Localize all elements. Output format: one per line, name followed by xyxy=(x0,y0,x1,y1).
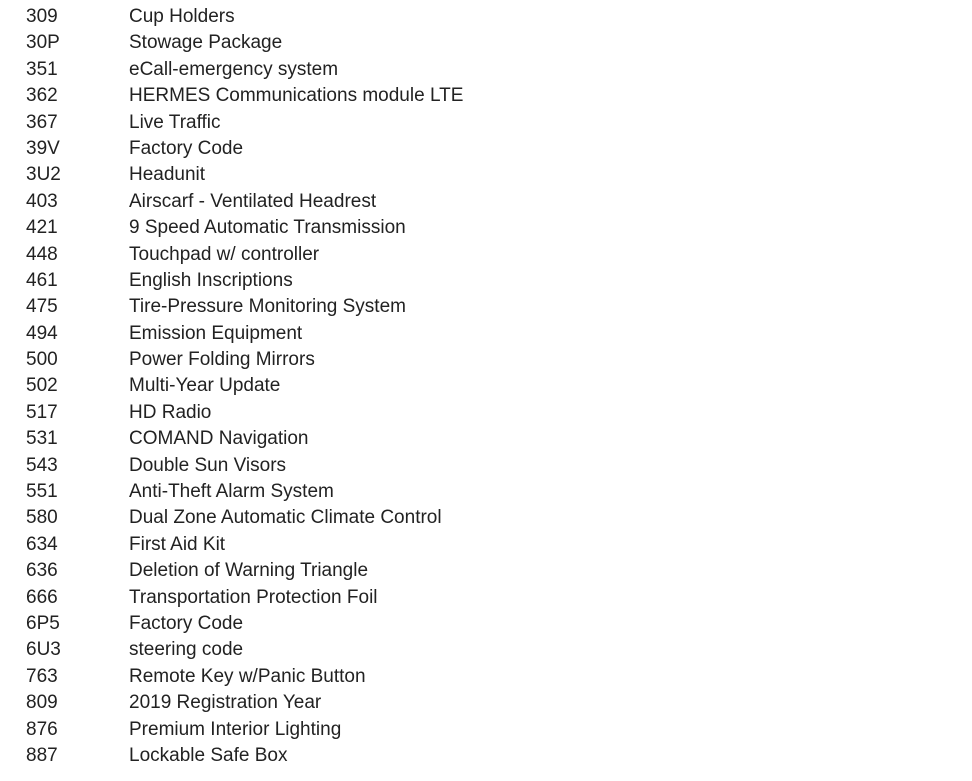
option-code: 39V xyxy=(26,137,60,159)
option-row xyxy=(0,110,972,136)
option-description: Transportation Protection Foil xyxy=(129,586,378,608)
option-code: 500 xyxy=(26,349,58,371)
option-row xyxy=(0,4,972,30)
option-row xyxy=(0,242,972,268)
option-code: 502 xyxy=(26,375,58,397)
option-description: Stowage Package xyxy=(129,32,283,54)
option-code: 763 xyxy=(26,665,58,687)
option-row xyxy=(0,215,972,241)
option-row xyxy=(0,611,972,637)
option-description: Emission Equipment xyxy=(129,322,303,344)
option-description: Multi-Year Update xyxy=(129,375,281,397)
option-row xyxy=(0,83,972,109)
option-description: Premium Interior Lighting xyxy=(129,718,342,740)
option-code: 6U3 xyxy=(26,639,61,661)
option-row xyxy=(0,664,972,690)
option-code: 809 xyxy=(26,692,58,714)
option-row xyxy=(0,294,972,320)
option-row xyxy=(0,690,972,716)
option-row xyxy=(0,189,972,215)
option-description: steering code xyxy=(129,639,244,661)
option-description: 9 Speed Automatic Transmission xyxy=(129,217,406,239)
option-code: 421 xyxy=(26,217,58,239)
option-description: Double Sun Visors xyxy=(129,454,287,476)
option-description: Power Folding Mirrors xyxy=(129,349,315,371)
option-row xyxy=(0,479,972,505)
option-row xyxy=(0,162,972,188)
option-description: English Inscriptions xyxy=(129,269,293,291)
option-row xyxy=(0,400,972,426)
option-description: Factory Code xyxy=(129,137,244,159)
option-description: Deletion of Warning Triangle xyxy=(129,560,369,582)
option-row xyxy=(0,505,972,531)
option-code: 876 xyxy=(26,718,58,740)
option-row xyxy=(0,558,972,584)
option-description: HD Radio xyxy=(129,401,212,423)
option-code: 494 xyxy=(26,322,58,344)
option-row xyxy=(0,453,972,479)
option-description: Airscarf - Ventilated Headrest xyxy=(129,190,377,212)
option-description: Remote Key w/Panic Button xyxy=(129,665,366,687)
option-code: 543 xyxy=(26,454,58,476)
option-code: 448 xyxy=(26,243,58,265)
option-code: 634 xyxy=(26,533,58,555)
option-code: 30P xyxy=(26,32,60,54)
option-code: 6P5 xyxy=(26,612,60,634)
option-description: Factory Code xyxy=(129,612,244,634)
option-code: 636 xyxy=(26,560,58,582)
option-description: Cup Holders xyxy=(129,6,235,27)
option-description: Dual Zone Automatic Climate Control xyxy=(129,507,442,529)
option-code: 475 xyxy=(26,296,58,318)
option-row xyxy=(0,585,972,611)
option-row xyxy=(0,321,972,347)
option-row xyxy=(0,426,972,452)
option-description: Live Traffic xyxy=(129,111,221,133)
option-row xyxy=(0,637,972,663)
option-description: Headunit xyxy=(129,164,206,186)
option-code: 887 xyxy=(26,744,58,766)
option-code: 403 xyxy=(26,190,58,212)
option-description: HERMES Communications module LTE xyxy=(129,85,464,107)
option-row xyxy=(0,57,972,83)
option-code: 309 xyxy=(26,6,58,27)
option-description: Tire-Pressure Monitoring System xyxy=(129,296,406,318)
option-code: 580 xyxy=(26,507,58,529)
option-code: 3U2 xyxy=(26,164,61,186)
option-code: 517 xyxy=(26,401,58,423)
option-code: 551 xyxy=(26,481,58,503)
option-row xyxy=(0,30,972,56)
option-code: 531 xyxy=(26,428,58,450)
option-description: Lockable Safe Box xyxy=(129,744,288,766)
option-description: Anti-Theft Alarm System xyxy=(129,481,334,503)
option-code: 362 xyxy=(26,85,58,107)
option-description: eCall-emergency system xyxy=(129,58,339,80)
option-description: Touchpad w/ controller xyxy=(129,243,320,265)
option-row xyxy=(0,136,972,162)
option-description: COMAND Navigation xyxy=(129,428,309,450)
option-code: 367 xyxy=(26,111,58,133)
option-row xyxy=(0,268,972,294)
option-row xyxy=(0,743,972,769)
option-code: 351 xyxy=(26,58,58,80)
option-description: 2019 Registration Year xyxy=(129,692,322,714)
option-code: 666 xyxy=(26,586,58,608)
option-code-list xyxy=(0,4,972,769)
option-code: 461 xyxy=(26,269,58,291)
option-description: First Aid Kit xyxy=(129,533,226,555)
option-row xyxy=(0,373,972,399)
option-row xyxy=(0,717,972,743)
option-row xyxy=(0,532,972,558)
option-row xyxy=(0,347,972,373)
